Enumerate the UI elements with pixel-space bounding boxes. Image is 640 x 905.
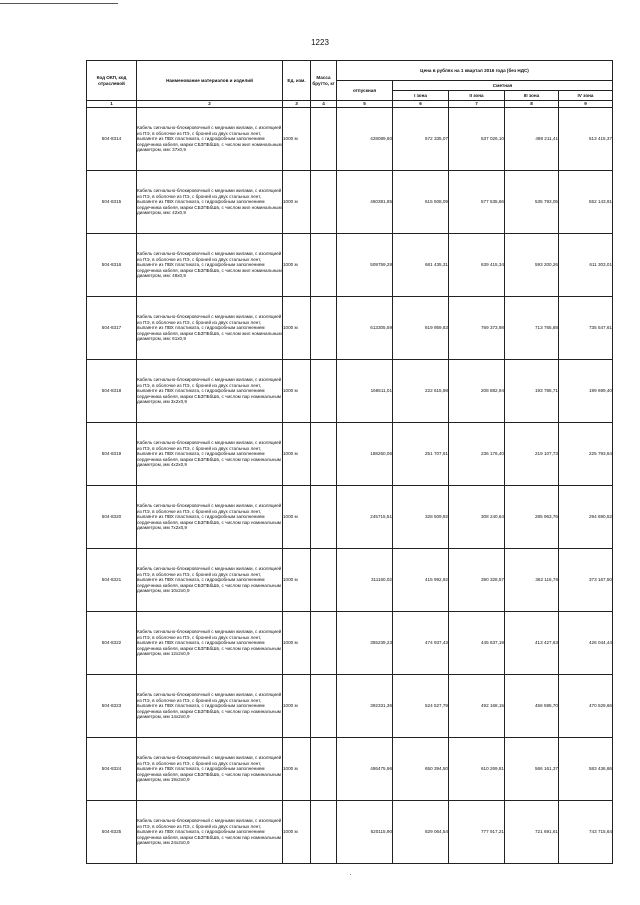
column-number: 5 — [337, 101, 393, 108]
cell-zone1-price: 829 064,54 — [393, 801, 449, 864]
cell-zone4-price: 552 143,91 — [559, 171, 613, 234]
cell-zone1-price: 328 509,92 — [393, 486, 449, 549]
cell-release-price: 392331,36 — [337, 675, 393, 738]
page-number: 1223 — [311, 38, 329, 47]
header-mass: Масса брутто, кг — [311, 61, 337, 101]
cell-mass — [311, 612, 337, 675]
cell-mass — [311, 360, 337, 423]
cell-zone3-price: 535 793,05 — [505, 171, 559, 234]
cell-unit: 1000 м — [283, 675, 311, 738]
column-number: 3 — [283, 101, 311, 108]
price-table-body — [87, 108, 613, 864]
cell-unit: 1000 м — [283, 108, 311, 171]
table-row — [87, 360, 613, 423]
table-row — [87, 108, 613, 171]
cell-zone1-price: 524 527,79 — [393, 675, 449, 738]
cell-zone1-price: 650 394,50 — [393, 738, 449, 801]
header-zone1: I зона — [393, 91, 449, 101]
cell-release-price: 188260,06 — [337, 423, 393, 486]
cell-code: 504-8321 — [87, 549, 137, 612]
cell-release-price: 245715,51 — [337, 486, 393, 549]
cell-zone1-price: 572 335,07 — [393, 108, 449, 171]
cell-release-price: 311160,02 — [337, 549, 393, 612]
cell-mass — [311, 108, 337, 171]
cell-zone3-price: 456 595,70 — [505, 675, 559, 738]
cell-zone2-price: 639 415,34 — [449, 234, 505, 297]
cell-name: Кабель сигнально-блокировочный с медными жилами, с изоляцией из ПЭ, в оболочке из ПЭ, с броней из двух стальных лент, выпаянте из ПВХ пластиката, с гидрофобным заполнением сердечника кабеля, марки СБЗПБбШв, с числом пар номинальным диаметром, мм 14х2х0,9 — [137, 675, 283, 738]
cell-code: 504-8322 — [87, 612, 137, 675]
cell-release-price: 509759,28 — [337, 234, 393, 297]
cell-zone4-price: 470 529,66 — [559, 675, 613, 738]
column-number: 8 — [505, 101, 559, 108]
cell-zone2-price: 390 328,57 — [449, 549, 505, 612]
table-row — [87, 738, 613, 801]
cell-release-price: 620115,90 — [337, 801, 393, 864]
cell-zone4-price: 735 547,61 — [559, 297, 613, 360]
cell-mass — [311, 234, 337, 297]
cell-zone3-price: 193 785,71 — [505, 360, 559, 423]
cell-zone2-price: 537 026,10 — [449, 108, 505, 171]
column-number: 4 — [311, 101, 337, 108]
cell-zone1-price: 415 992,92 — [393, 549, 449, 612]
cell-zone4-price: 513 415,37 — [559, 108, 613, 171]
table-row — [87, 675, 613, 738]
cell-zone3-price: 721 691,61 — [505, 801, 559, 864]
cell-code: 504-8325 — [87, 801, 137, 864]
cell-zone2-price: 610 269,81 — [449, 738, 505, 801]
cell-code: 504-8316 — [87, 234, 137, 297]
cell-zone2-price: 777 917,21 — [449, 801, 505, 864]
cell-unit: 1000 м — [283, 234, 311, 297]
cell-zone2-price: 236 176,40 — [449, 423, 505, 486]
header-release: отпускная — [337, 81, 393, 101]
cell-zone1-price: 251 707,61 — [393, 423, 449, 486]
cell-unit: 1000 м — [283, 549, 311, 612]
cell-name: Кабель сигнально-блокировочный с медными жилами, с изоляцией из ПЭ, в оболочке из ПЭ, с броней из двух стальных лент, выпаянте из ПВХ пластиката, с гидрофобным заполнением сердечника кабеля, марки СБЗПБбШв, с числом пар номинальным диаметром, мм 7х2х0,9 — [137, 486, 283, 549]
cell-zone2-price: 492 168,15 — [449, 675, 505, 738]
cell-name: Кабель сигнально-блокировочный с медными жилами, с изоляцией из ПЭ, в оболочке из ПЭ, с броней из двух стальных лент, выпаянте из ПВХ пластиката, с гидрофобным заполнением сердечника кабеля, марки СБЗПБбШв, с числом пар номинальным диаметром, мм 19х2х0,9 — [137, 738, 283, 801]
cell-unit: 1000 м — [283, 360, 311, 423]
cell-name: Кабель сигнально-блокировочный с медными жилами, с изоляцией из ПЭ, в оболочке из ПЭ, с броней из двух стальных лент, выпаянте из ПВХ пластиката, с гидрофобным заполнением сердечника кабеля, марки СБЗПБбШв, с числом пар номинальным диаметром, мм 3х2х0,9 — [137, 360, 283, 423]
cell-zone4-price: 373 167,50 — [559, 549, 613, 612]
cell-name: Кабель сигнально-блокировочный с медными жилами, с изоляцией из ПЭ, в оболочке из ПЭ, с броней из двух стальных лент, выпаянте из ПВХ пластиката, с гидрофобным заполнением сердечника кабеля, марки СБЗПБбШв, с числом пар номинальным диаметром, мм 12х2х0,9 — [137, 612, 283, 675]
scan-speck — [350, 874, 351, 875]
cell-name: Кабель сигнально-блокировочный с медными жилами, с изоляцией из ПЭ, в оболочке из ПЭ, с броней из двух стальных лент, выпаянте из ПВХ пластиката, с гидрофобным заполнением сердечника кабеля, марки СБЗПБбШв, с числом жил номинальным диаметром, мм: 37х0,9 — [137, 108, 283, 171]
header-name: Наименование материалов и изделий — [137, 61, 283, 101]
cell-mass — [311, 297, 337, 360]
table-row — [87, 234, 613, 297]
cell-name: Кабель сигнально-блокировочный с медными жилами, с изоляцией из ПЭ, в оболочке из ПЭ, с броней из двух стальных лент, выпаянте из ПВХ пластиката, с гидрофобным заполнением сердечника кабеля, марки СБЗПБбШв, с числом пар номинальным диаметром, мм 24х2х0,9 — [137, 801, 283, 864]
cell-zone3-price: 219 107,73 — [505, 423, 559, 486]
header-price-group: Цена в рублях на 1 квартал 2016 года (без НДС) — [337, 61, 613, 81]
cell-code: 504-8324 — [87, 738, 137, 801]
cell-code: 504-8314 — [87, 108, 137, 171]
cell-zone1-price: 222 615,98 — [393, 360, 449, 423]
cell-zone4-price: 225 793,64 — [559, 423, 613, 486]
header-zone2: II зона — [449, 91, 505, 101]
column-number: 1 — [87, 101, 137, 108]
cell-zone2-price: 577 535,66 — [449, 171, 505, 234]
cell-zone2-price: 445 637,19 — [449, 612, 505, 675]
column-number-row — [87, 101, 613, 108]
cell-zone1-price: 615 508,09 — [393, 171, 449, 234]
price-table — [86, 60, 613, 864]
cell-zone1-price: 819 959,83 — [393, 297, 449, 360]
column-number: 9 — [559, 101, 613, 108]
header-unit: Ед. изм. — [283, 61, 311, 101]
cell-name: Кабель сигнально-блокировочный с медными жилами, с изоляцией из ПЭ, в оболочке из ПЭ, с броней из двух стальных лент, выпаянте из ПВХ пластиката, с гидрофобным заполнением сердечника кабеля, марки СБЗПБбШв, с числом жил номинальным диаметром, мм: 42х0,9 — [137, 171, 283, 234]
header-zone4: IV зона — [559, 91, 613, 101]
cell-mass — [311, 171, 337, 234]
cell-zone3-price: 713 765,88 — [505, 297, 559, 360]
cell-zone3-price: 413 427,63 — [505, 612, 559, 675]
cell-unit: 1000 м — [283, 738, 311, 801]
column-number: 7 — [449, 101, 505, 108]
cell-zone1-price: 681 435,31 — [393, 234, 449, 297]
table-row — [87, 549, 613, 612]
cell-name: Кабель сигнально-блокировочный с медными жилами, с изоляцией из ПЭ, в оболочке из ПЭ, с броней из двух стальных лент, выпаянте из ПВХ пластиката, с гидрофобным заполнением сердечника кабеля, марки СБЗПБбШв, с числом пар номинальным диаметром, мм 10х2х0,9 — [137, 549, 283, 612]
cell-mass — [311, 675, 337, 738]
cell-name: Кабель сигнально-блокировочный с медными жилами, с изоляцией из ПЭ, в оболочке из ПЭ, с броней из двух стальных лент, выпаянте из ПВХ пластиката, с гидрофобным заполнением сердечника кабеля, марки СБЗПБбШв, с числом жил номинальным диаметром, мм: 61х0,9 — [137, 297, 283, 360]
cell-zone4-price: 583 436,86 — [559, 738, 613, 801]
cell-unit: 1000 м — [283, 486, 311, 549]
cell-zone2-price: 208 882,94 — [449, 360, 505, 423]
table-row — [87, 423, 613, 486]
header-estimate: Сметная — [393, 81, 613, 91]
cell-code: 504-8317 — [87, 297, 137, 360]
table-row — [87, 612, 613, 675]
cell-zone1-price: 474 937,43 — [393, 612, 449, 675]
cell-zone2-price: 769 373,98 — [449, 297, 505, 360]
cell-zone3-price: 566 161,37 — [505, 738, 559, 801]
cell-unit: 1000 м — [283, 297, 311, 360]
cell-zone4-price: 199 699,40 — [559, 360, 613, 423]
cell-code: 504-8319 — [87, 423, 137, 486]
cell-name: Кабель сигнально-блокировочный с медными жилами, с изоляцией из ПЭ, в оболочке из ПЭ, с броней из двух стальных лент, выпаянте из ПВХ пластиката, с гидрофобным заполнением сердечника кабеля, марки СБЗПБбШв, с числом жил номинальным диаметром, мм: 48х0,9 — [137, 234, 283, 297]
cell-zone3-price: 285 963,76 — [505, 486, 559, 549]
cell-name: Кабель сигнально-блокировочный с медными жилами, с изоляцией из ПЭ, в оболочке из ПЭ, с броней из двух стальных лент, выпаянте из ПВХ пластиката, с гидрофобным заполнением сердечника кабеля, марки СБЗПБбШв, с числом пар номинальным диаметром, мм 4х2х0,9 — [137, 423, 283, 486]
cell-release-price: 486475,96 — [337, 738, 393, 801]
table-row — [87, 297, 613, 360]
cell-unit: 1000 м — [283, 612, 311, 675]
cell-code: 504-8318 — [87, 360, 137, 423]
cell-zone4-price: 743 715,64 — [559, 801, 613, 864]
cell-unit: 1000 м — [283, 423, 311, 486]
cell-mass — [311, 423, 337, 486]
cell-mass — [311, 549, 337, 612]
cell-release-price: 355239,23 — [337, 612, 393, 675]
column-number: 2 — [137, 101, 283, 108]
cell-code: 504-8320 — [87, 486, 137, 549]
cell-release-price: 460381,85 — [337, 171, 393, 234]
cell-zone4-price: 294 690,52 — [559, 486, 613, 549]
cell-mass — [311, 738, 337, 801]
cell-zone4-price: 611 303,01 — [559, 234, 613, 297]
cell-zone3-price: 593 200,26 — [505, 234, 559, 297]
cell-mass — [311, 486, 337, 549]
top-rule — [0, 3, 118, 4]
table-row — [87, 486, 613, 549]
cell-mass — [311, 801, 337, 864]
column-number: 6 — [393, 101, 449, 108]
cell-unit: 1000 м — [283, 801, 311, 864]
cell-release-price: 428089,60 — [337, 108, 393, 171]
cell-code: 504-8323 — [87, 675, 137, 738]
cell-release-price: 613305,59 — [337, 297, 393, 360]
table-row — [87, 171, 613, 234]
header-code: Код ОКП, код отраслевой — [87, 61, 137, 101]
header-zone3: III зона — [505, 91, 559, 101]
cell-zone4-price: 426 044,44 — [559, 612, 613, 675]
table-row — [87, 801, 613, 864]
cell-unit: 1000 м — [283, 171, 311, 234]
cell-zone2-price: 308 240,64 — [449, 486, 505, 549]
cell-code: 504-8315 — [87, 171, 137, 234]
cell-zone3-price: 498 211,41 — [505, 108, 559, 171]
cell-zone3-price: 362 116,76 — [505, 549, 559, 612]
cell-release-price: 166511,01 — [337, 360, 393, 423]
